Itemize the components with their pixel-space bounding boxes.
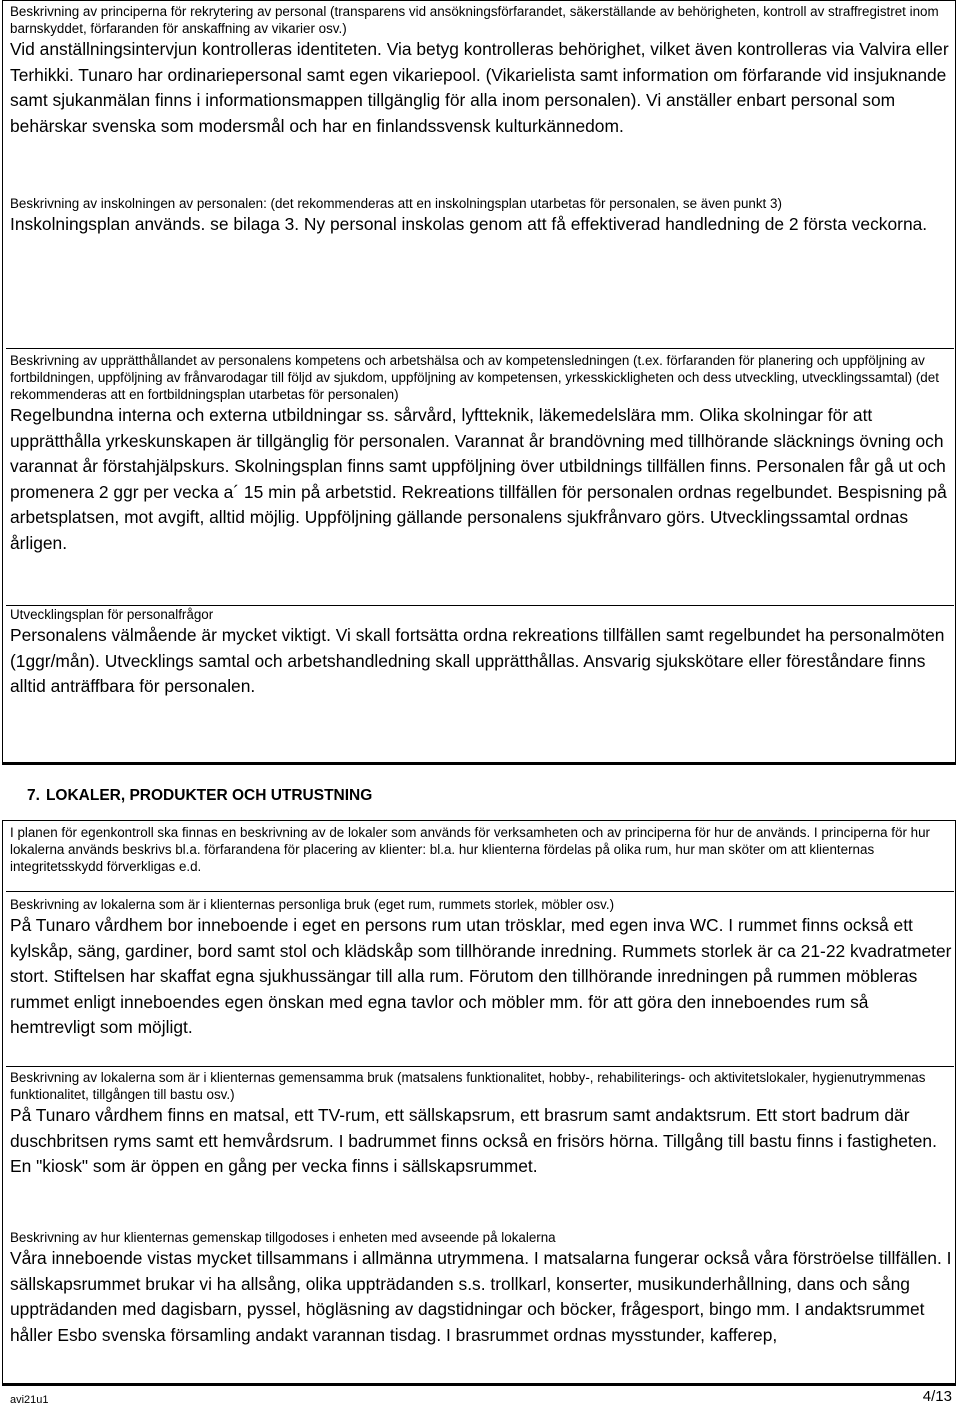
induction-body: Inskolningsplan används. se bilaga 3. Ny personal inskolas genom att få effektiverad handledning de 2 första veckorna.	[10, 214, 928, 234]
section-number: 7.	[27, 787, 40, 804]
community-body: Våra inneboende vistas mycket tillsammans i allmänna utrymmena. I matsalarna fungerar också våra förströelse tillfällen. I sällskapsrummet brukar vi ha allsång, olika uppträdanden s.s. trollkarl, konserter, musikunderhållning, dans och sång uppträdanden med dagisbarn, pyssel, högläsning av dagstidningar och böcker, frågesport, bingo mm. I andaktsrummet håller Esbo svenska församling andakt varannan tisdag. I brasrummet ordnas mysstunder, kafferep,	[10, 1248, 952, 1345]
competence-body: Regelbundna interna och externa utbildningar ss. sårvård, lyftteknik, läkemedelslära mm. Olika skolningar för att upprätthålla yrkeskunskapen är tillgänglig för personalen. Varannat år brandövning med tillhörande släcknings övning och varannat år förstahjälpskurs. Skolningsplan finns samt uppföljning över utbildnings tillfällen finns. Personalen får gå ut och promenera 2 ggr per vecka a´ 15 min på arbetstid. Rekreations tillfällen för personalen ordnas regelbundet. Bespisning på arbetsplatsen, mot avgift, alltid möjlig. Uppföljning gällande personalens sjukfrånvaro görs. Utvecklingssamtal ordnas årligen.	[10, 405, 947, 553]
competence-caption: Beskrivning av upprätthållandet av personalens kompetens och arbetshälsa och av kompetensledningen (t.ex. förfaranden för planering och uppföljning av fortbildningen, uppföljning av frånvarodagar till följd av sjukdom, uppföljning av kompetensen, yrkesskickligheten och dess utveckling, utvecklingssamtal) (det rekommenderas att en fortbildningsplan utarbetas för personalen)	[10, 353, 939, 402]
premises-intro-section	[10, 824, 952, 875]
personal-rooms-caption: Beskrivning av lokalerna som är i klienternas personliga bruk (eget rum, rummets storlek, möbler osv.)	[10, 897, 615, 912]
personal-rooms-section	[10, 896, 952, 1041]
competence-section	[10, 352, 952, 556]
document-code: avi21u1	[10, 1394, 49, 1406]
recruitment-caption: Beskrivning av principerna för rekrytering av personal (transparens vid ansökningsförfarandet, säkerställande av behörigheten, kontroll av straffregistret inom barnskyddet, förfaranden för anskaffning av vikarier osv.)	[10, 4, 939, 36]
section-heading	[27, 786, 372, 806]
community-section	[10, 1229, 952, 1348]
personal-rooms-body: På Tunaro vårdhem bor inneboende i eget en persons rum utan trösklar, med egen inva WC. I rummet finns också ett kylskåp, säng, gardiner, bord samt stol och klädskåp som tillhörande inredning. Rummets storlek är ca 21-22 kvadratmeter stort. Stiftelsen har skaffat egna sjukhussängar till alla rum. Förutom den tillhörande inredningen på rummen möbleras rummet enligt inneboendes egen önskan med egna tavlor och möbler mm. för att göra den inneboendes rum så hemtrevligt som möjligt.	[10, 915, 952, 1037]
premises-intro-caption: I planen för egenkontroll ska finnas en beskrivning av de lokaler som används för verksamheten och av principerna för hur de används. I principerna för hur lokalerna används beskrivs bl.a. förfarandena för placering av klienter: bl.a. hur klienterna fördelas på olika rum, hur man sköter om att klienternas integritetsskydd förverkligas e.d.	[10, 825, 931, 874]
section-title: LOKALER, PRODUKTER OCH UTRUSTNING	[45, 787, 373, 804]
community-caption: Beskrivning av hur klienternas gemenskap tillgodoses i enheten med avseende på lokalerna	[10, 1230, 556, 1245]
recruitment-body: Vid anställningsintervjun kontrolleras identiteten. Via betyg kontrolleras behörighet, vilket även kontrolleras via Valvira eller Terhikki. Tunaro har ordinariepersonal samt egen vikariepool. (Vikarielista samt information om förfarande vid insjuknande samt sjukanmälan finns i informationsmappen tillgänglig för alla inom personalen). Vi anställer enbart personal som behärskar svenska som modersmål och har en finlandssvensk kulturkännedom.	[10, 39, 949, 136]
page-number: 4/13	[922, 1388, 952, 1405]
development-plan-section	[10, 606, 952, 700]
section-divider	[6, 891, 954, 892]
shared-rooms-body: På Tunaro vårdhem finns en matsal, ett TV-rum, ett sällskapsrum, ett brasrum samt andaktsrum. Ett stort badrum där duschbritsen ryms samt ett hemvårdsrum. I badrummet finns också en frisörs hörna. Tillgång till bastu finns i fastigheten. En "kiosk" som är öppen en gång per vecka finns i sällskapsrummet.	[10, 1105, 937, 1176]
recruitment-section	[10, 3, 952, 139]
development-plan-body: Personalens välmående är mycket viktigt. Vi skall fortsätta ordna rekreations tillfällen samt regelbundet ha personalmöten (1ggr/mån). Utvecklings samtal och arbetshandledning skall upprätthållas. Ansvarig sjukskötare eller föreståndare finns alltid anträffbara för personalen.	[10, 625, 945, 696]
induction-caption: Beskrivning av inskolningen av personalen: (det rekommenderas att en inskolningsplan utarbetas för personalen, se även punkt 3)	[10, 196, 782, 211]
development-plan-caption: Utvecklingsplan för personalfrågor	[10, 607, 214, 622]
section-divider	[6, 1066, 954, 1067]
induction-section	[10, 195, 952, 238]
section-divider	[6, 348, 954, 349]
shared-rooms-section	[10, 1069, 952, 1180]
shared-rooms-caption: Beskrivning av lokalerna som är i klienternas gemensamma bruk (matsalens funktionalitet, hobby-, rehabiliterings- och aktivitetslokaler, hygienutrymmenas funktionalitet, tillgången till bastu osv.)	[10, 1070, 926, 1102]
